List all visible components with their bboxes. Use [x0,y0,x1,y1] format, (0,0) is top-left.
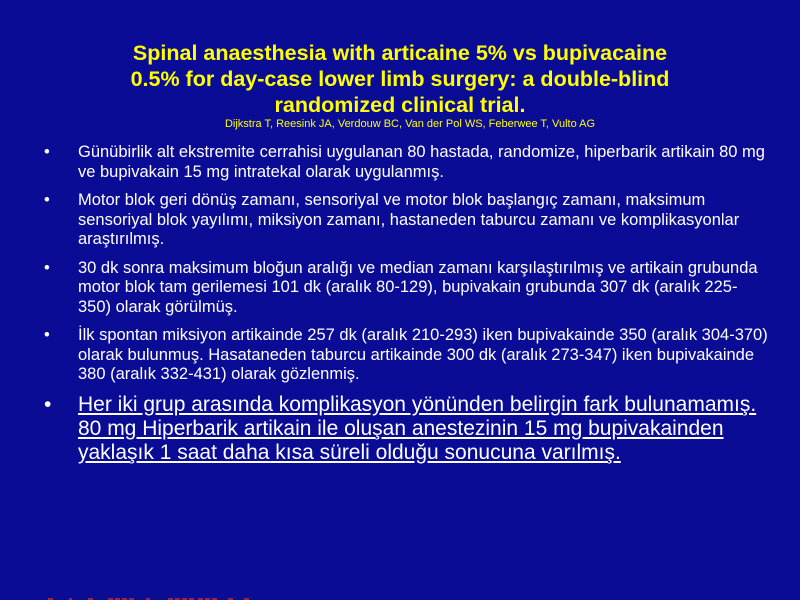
bullet-text: İlk spontan miksiyon artikainde 257 dk (aralık 210-293) iken bupivakainde 350 (aralık 304-370) olarak bulunmuş. Hasataneden taburcu artikainde 300 dk (aralık 273-347) iken bupivakainde 380 (aralık 332-431) olarak gözlenmiş. [78,326,768,383]
footer-decoration [48,592,288,600]
bullet-icon: • [44,326,50,344]
slide-title [30,40,770,118]
title-line-3: randomized clinical trial. [274,93,526,117]
bullet-icon: • [44,258,50,277]
bullet-icon: • [44,392,52,416]
bullet-icon: • [44,143,50,161]
bullet-item [0,259,800,318]
bullet-list [0,143,800,465]
bullet-item [0,326,800,385]
bullet-item-link[interactable] [0,393,800,465]
authors-line: Dijkstra T, Reesink JA, Verdouw BC, Van der Pol WS, Feberwee T, Vulto AG [224,118,596,130]
bullet-item [0,143,800,182]
bullet-item [0,191,800,250]
bullet-text: Motor blok geri dönüş zamanı, sensoriyal ve motor blok başlangıç zamanı, maksimum sensoriyal blok yayılımı, miksiyon zamanı, hastaneden taburcu zamanı ve komplikasyonlar araştırılmış. [78,191,740,248]
bullet-text: 30 dk sonra maksimum bloğun aralığı ve median zamanı karşılaştırılmış ve artikain grubunda motor blok tam gerilemesi 101 dk (aralık 80-129), bupivakain grubunda 307 dk (aralık 225-350) olarak görülmüş. [78,258,758,316]
title-line-2: 0.5% for day-case lower limb surgery: a double-blind [130,67,670,91]
conclusion-link-text[interactable]: Her iki grup arasında komplikasyon yönünden belirgin fark bulunamamış. 80 mg Hiperbarik artikain ile oluşan anestezinin 15 mg bupivakainden yaklaşık 1 saat daha kısa süreli olduğu sonucuna varılmış. [78,392,757,464]
bullet-text: Günübirlik alt ekstremite cerrahisi uygulanan 80 hastada, randomize, hiperbarik artikain 80 mg ve bupivakain 15 mg intratekal olarak uygulanmış. [78,143,765,181]
bullet-icon: • [44,191,50,209]
title-line-1: Spinal anaesthesia with articaine 5% vs bupivacaine [132,41,668,65]
